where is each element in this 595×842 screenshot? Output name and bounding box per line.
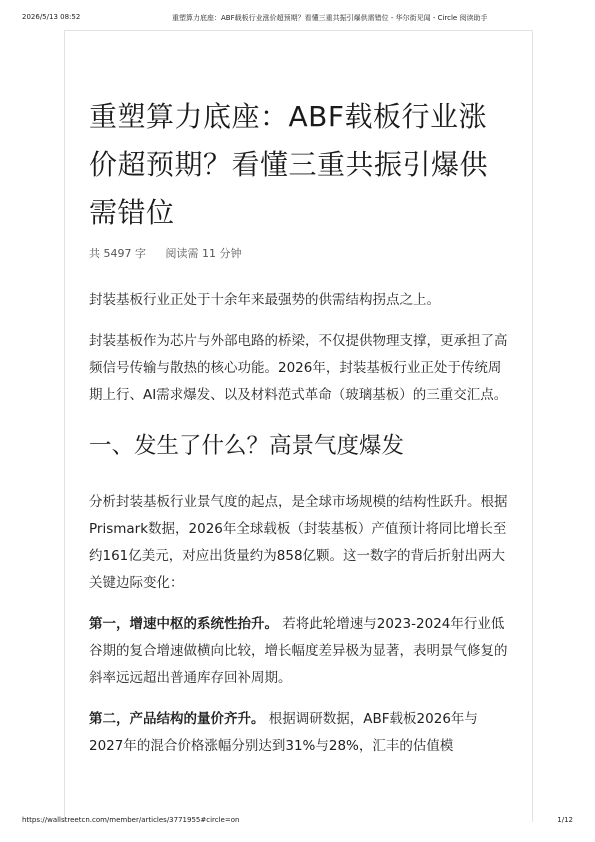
- print-datetime: 2026/5/13 08:52: [22, 13, 81, 21]
- print-footer: [22, 816, 573, 828]
- article-card: [64, 30, 533, 822]
- article-meta: [89, 245, 508, 261]
- article-title: 重塑算力底座：ABF载板行业涨价超预期？看懂三重共振引爆供需错位: [89, 100, 489, 229]
- print-page-title: 重塑算力底座：ABF载板行业涨价超预期？看懂三重共振引爆供需错位 - 华尔街见闻 - Circle 阅读助手: [172, 14, 488, 22]
- paragraph-2: 分析封装基板行业景气度的起点，是全球市场规模的结构性跃升。根据Prismark数据，2026年全球载板（封装基板）产值预计将同比增长至约161亿美元，对应出货量约为858亿颗。这一数字的背后折射出两大关键边际变化：: [89, 494, 508, 591]
- print-url: https://wallstreetcn.com/member/articles/3771955#circle=on: [22, 816, 240, 824]
- paragraph-1: 封装基板作为芯片与外部电路的桥梁，不仅提供物理支撑，更承担了高频信号传输与散热的核心功能。2026年，封装基板行业正处于传统周期上行、AI需求爆发、以及材料范式革命（玻璃基板）的三重交汇点。: [89, 333, 508, 403]
- paragraph-4: [89, 706, 508, 760]
- paragraph-3: [89, 611, 508, 692]
- lead-paragraph: 封装基板行业正处于十余年来最强势的供需结构拐点之上。: [89, 292, 440, 308]
- paragraph-4-lead: 第二，产品结构的量价齐升。: [89, 711, 265, 727]
- read-time: 阅读需 11 分钟: [165, 247, 242, 260]
- paragraph-3-lead: 第一，增速中枢的系统性抬升。: [89, 616, 278, 632]
- section-heading-1: 一、发生了什么？高景气度爆发: [89, 433, 405, 459]
- paragraph-4-text: 根据调研数据，ABF载板2026年与2027年的混合价格涨幅分别达到31%与28%，汇丰的估值模: [89, 711, 478, 754]
- paragraph-3-text: 若将此轮增速与2023-2024年行业低谷期的复合增速做横向比较，增长幅度差异极为显著，表明景气修复的斜率远远超出普通库存回补周期。: [89, 616, 508, 686]
- article-body: [89, 93, 508, 760]
- page-number: 1/12: [557, 816, 573, 824]
- word-count: 共 5497 字: [89, 247, 146, 260]
- print-header: [22, 13, 573, 25]
